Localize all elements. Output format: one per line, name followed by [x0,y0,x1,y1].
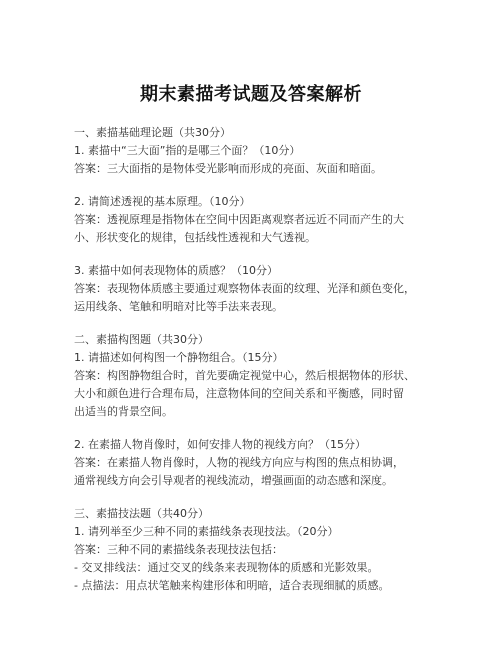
answer-line: 小、形状变化的规律，包括线性透视和大气透视。 [74,231,316,244]
answer-line: 答案：三大面指的是物体受光影响而形成的亮面、灰面和暗面。 [74,162,382,175]
answer-line: - 点描法：用点状笔触来构建形体和明暗，适合表现细腻的质感。 [74,579,390,592]
answer-line: 运用线条、笔触和明暗对比等手法来表现。 [74,300,283,313]
answer-line: 答案：三种不同的素描线条表现技法包括： [74,543,283,556]
question-text: 2. 请简述透视的基本原理。（10分） [74,195,251,208]
document-title: 期末素描考试题及答案解析 [140,84,362,105]
question-text: 2. 在素描人物肖像时，如何安排人物的视线方向？（15分） [74,438,366,451]
answer-line: 大小和颜色进行合理布局，注意物体间的空间关系和平衡感，同时留 [74,387,404,400]
spacer [74,490,462,505]
question-text: 1. 请描述如何构图一个静物组合。（15分） [74,351,284,364]
answer-line: 答案：构图静物组合时，首先要确定视觉中心，然后根据物体的形状、 [74,369,415,382]
answer-line: 通常视线方向会引导观者的视线流动，增强画面的动态感和深度。 [74,474,393,487]
spacer [74,421,462,436]
section-heading: 二、素描构图题（共30分） [74,333,209,346]
question-text: 1. 素描中“三大面”指的是哪三个面？（10分） [74,144,301,157]
answer-line: 答案：透视原理是指物体在空间中因距离观察者远近不同而产生的大 [74,213,404,226]
answer-line: 出适当的背景空间。 [74,405,173,418]
answer-line: 答案：表现物体质感主要通过观察物体表面的纹理、光泽和颜色变化， [74,282,415,295]
answer-line: 答案：在素描人物肖像时，人物的视线方向应与构图的焦点相协调， [74,456,404,469]
document-body [74,124,462,595]
answer-line: - 交叉排线法：通过交叉的线条来表现物体的质感和光影效果。 [74,561,379,574]
spacer [74,247,462,262]
question-text: 1. 请列举至少三种不同的素描线条表现技法。（20分） [74,525,339,538]
spacer [74,316,462,331]
section-heading: 三、素描技法题（共40分） [74,507,209,520]
spacer [74,178,462,193]
question-text: 3. 素描中如何表现物体的质感？（10分） [74,264,278,277]
section-heading: 一、素描基础理论题（共30分） [74,126,231,139]
